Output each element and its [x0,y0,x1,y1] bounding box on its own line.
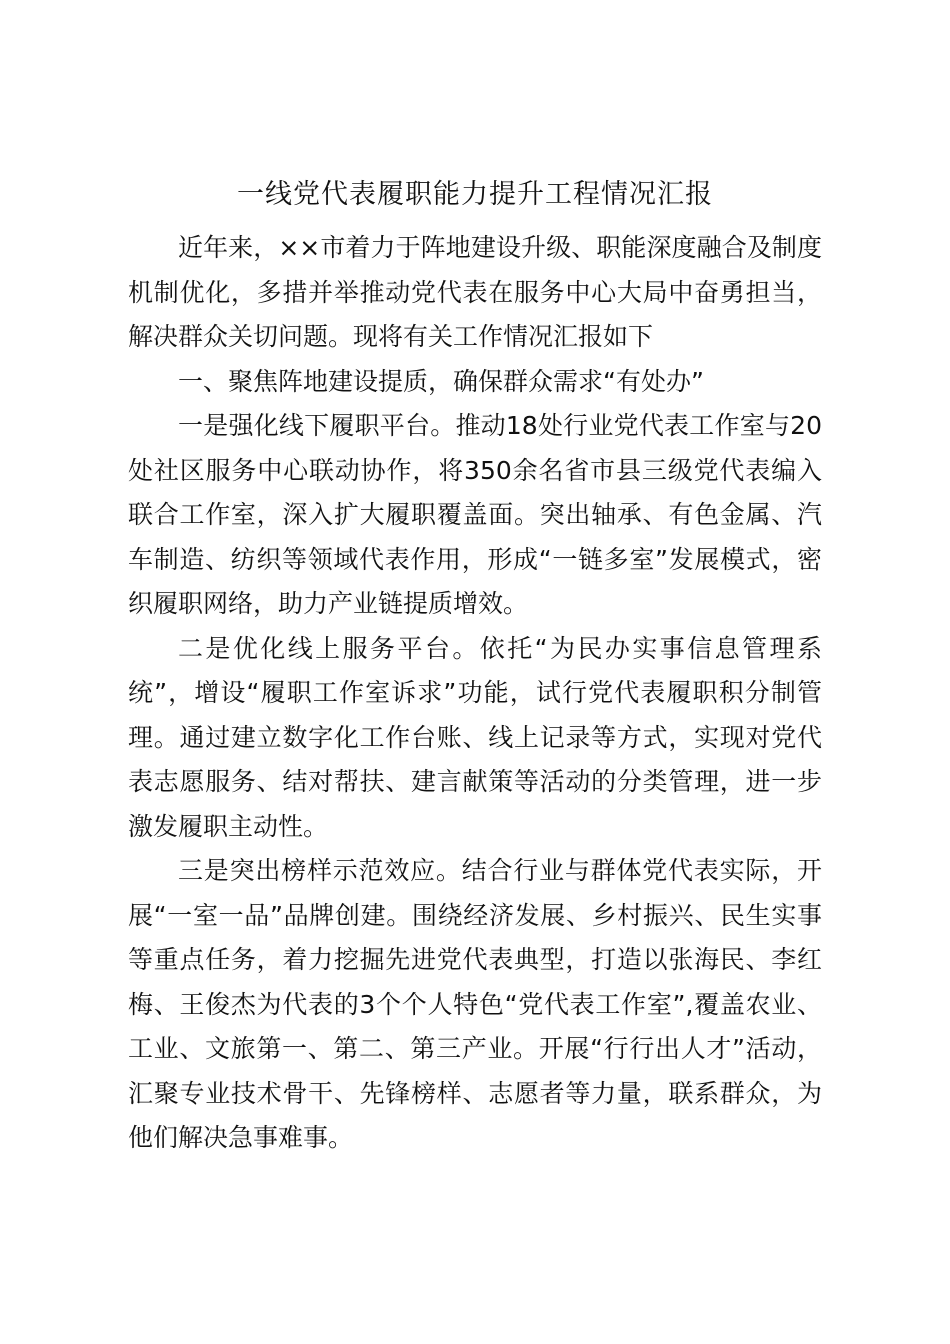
document-title: 一线党代表履职能力提升工程情况汇报 [237,179,713,210]
section-heading: 一、聚焦阵地建设提质，确保群众需求“有处办” [178,366,704,396]
paragraph-role-model: 三是突出榜样示范效应。结合行业与群体党代表实际，开展“一室一品”品牌创建。围绕经济发展、乡村振兴、民生实事等重点任务，着力挖掘先进党代表典型，打造以张海民、李红梅、王俊杰为代表的3个个人特色“党代表工作室”,覆盖农业、工业、文旅第一、第二、第三产业。开展“行行出人才”活动，汇聚专业技术骨干、先锋榜样、志愿者等力量，联系群众，为他们解决急事难事。 [128,856,822,1152]
paragraph-online-platform: 二是优化线上服务平台。依托“为民办实事信息管理系统”，增设“履职工作室诉求”功能，试行党代表履职积分制管理。通过建立数字化工作台账、线上记录等方式，实现对党代表志愿服务、结对帮扶、建言献策等活动的分类管理，进一步激发履职主动性。 [128,633,822,841]
paragraph-offline-platform: 一是强化线下履职平台。推动18处行业党代表工作室与20处社区服务中心联动协作，将350余名省市县三级党代表编入联合工作室，深入扩大履职覆盖面。突出轴承、有色金属、汽车制造、纺织等领域代表作用，形成“一链多室”发展模式，密织履职网络，助力产业链提质增效。 [128,411,822,618]
document-body [128,172,822,1161]
intro-paragraph: 近年来，××市着力于阵地建设升级、职能深度融合及制度机制优化，多措并举推动党代表在服务中心大局中奋勇担当，解决群众关切问题。现将有关工作情况汇报如下 [128,233,822,351]
